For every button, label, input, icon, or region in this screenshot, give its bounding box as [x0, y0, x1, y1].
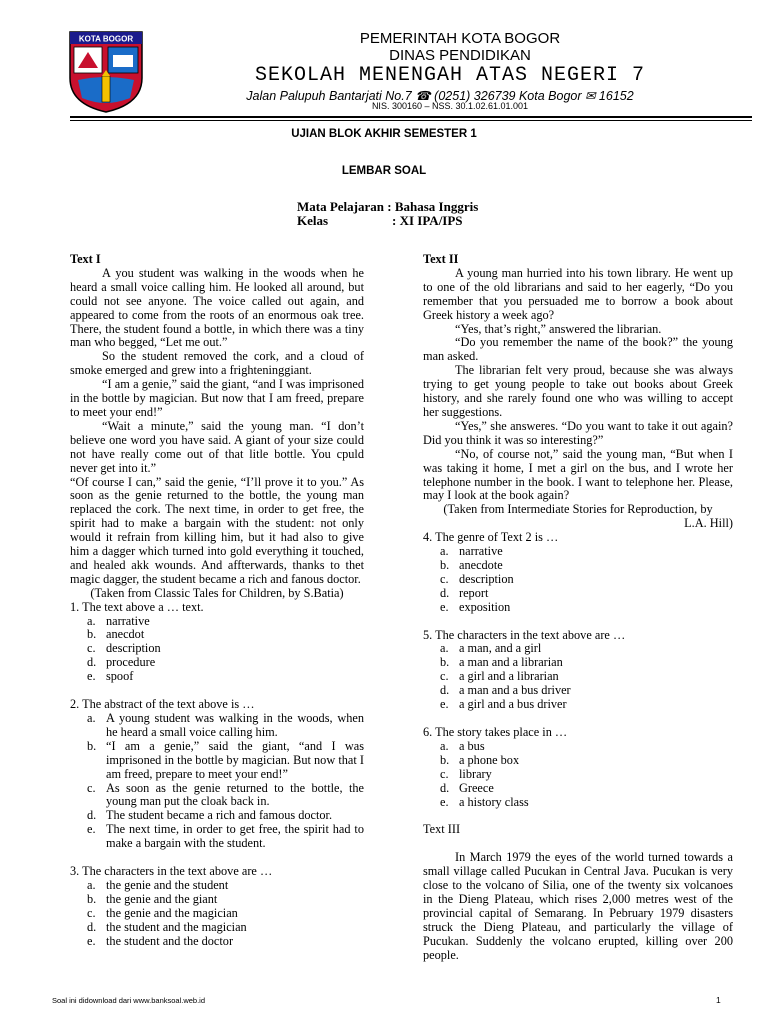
option-letter: d. [87, 655, 97, 670]
text1-title: Text I [70, 252, 101, 266]
option-text: description [106, 641, 161, 656]
question-6 [423, 726, 733, 809]
answer-option [423, 698, 733, 712]
option-text: the genie and the giant [106, 891, 218, 906]
question-stem: 3. The characters in the text above are … [70, 864, 273, 879]
option-letter: c. [87, 905, 96, 920]
option-letter: e. [87, 822, 96, 837]
answer-option [70, 656, 364, 670]
answer-option [423, 587, 733, 601]
option-letter: e. [440, 697, 449, 712]
answer-option [423, 768, 733, 782]
subject-line: Mata Pelajaran : Bahasa Inggris [297, 199, 479, 214]
answer-option [70, 628, 364, 642]
option-letter: e. [440, 794, 449, 809]
text2-paragraph: “Do you remember the name of the book?” the young man asked. [423, 335, 733, 364]
option-letter: a. [87, 613, 96, 628]
answer-option [423, 740, 733, 754]
option-text: The student became a rich and famous doctor. [106, 808, 333, 823]
answer-option [70, 740, 364, 782]
answer-option [70, 782, 364, 810]
option-text: a man and a bus driver [459, 683, 571, 698]
answer-option [423, 559, 733, 573]
question-2 [70, 698, 364, 851]
page-number: 1 [716, 995, 721, 1005]
text1-paragraph: “I am a genie,” said the giant, “and I was imprisoned in the bottle by magician. But now that I am freed, prepare to meet your end!” [70, 377, 364, 419]
text2-source: (Taken from Intermediate Stories for Reproduction, by [443, 502, 713, 517]
option-text: the genie and the student [106, 877, 229, 892]
school-name: SEKOLAH MENENGAH ATAS NEGERI 7 [254, 64, 646, 87]
answer-option [70, 893, 364, 907]
text1-paragraph: So the student removed the cork, and a cloud of smoke emerged and grew into a frighteninggiant. [70, 349, 364, 378]
option-text: a bus [459, 738, 485, 753]
option-letter: e. [440, 599, 449, 614]
answer-option [70, 809, 364, 823]
option-text: the student and the magician [106, 919, 247, 934]
question-stem: 6. The story takes place in … [423, 725, 568, 739]
text2-paragraph: “Yes, that’s right,” answered the librarian. [455, 321, 662, 336]
answer-option [423, 796, 733, 810]
answer-option [423, 656, 733, 670]
option-letter: d. [440, 780, 450, 795]
question-stem: 1. The text above a … text. [70, 599, 204, 614]
class-line [297, 213, 463, 229]
answer-option [423, 754, 733, 768]
option-text: report [459, 585, 489, 600]
text1-paragraph: “Of course I can,” said the genie, “I’ll prove it to you.” As soon as the genie returned to the bottle, the young man replaced the cork. The next time, in order to get free, the spirit had to make a bargain with the student: not only would it refrain from killing him, but it had also to give him a dagger which turned into gold everything it touched, and healed akk wounds. And affterwards, thanks to thet magic dagger, the student became a rich and fanous doctor. [70, 474, 364, 586]
class-value: : XI IPA/IPS [392, 213, 463, 228]
option-text: the student and the doctor [106, 933, 234, 948]
text3-title: Text III [423, 822, 461, 837]
letterhead [0, 0, 768, 125]
option-letter: b. [87, 738, 97, 753]
text3-paragraph: In March 1979 the eyes of the world turned towards a small village called Pucukan in Central Java. Pucukan is very close to the volcano of Silia, one of the twenty six volcanoes in the Dieng Plateau, which rises 2,000 metres west of the provincial capital of Semarang. In Pebruary 1979 disasters struck the Dieng Plateau, and particularly the village of Pucukan. Suddenly the volcano erupted, killing over 200 people. [423, 850, 733, 962]
answer-option [70, 642, 364, 656]
option-letter: a. [440, 738, 449, 753]
option-text: narrative [106, 613, 150, 628]
text2-paragraph: “Yes,” she answeres. “Do you want to take it out again? Did you think it was so interesting?” [423, 418, 733, 447]
answer-option [423, 684, 733, 698]
school-nis: NIS. 300160 – NSS. 30.1.02.61.01.001 [371, 101, 529, 111]
answer-option [70, 879, 364, 893]
answer-option [70, 615, 364, 629]
option-letter: b. [440, 655, 450, 670]
option-text: a phone box [459, 752, 520, 767]
answer-option [70, 935, 364, 949]
left-column [70, 253, 364, 949]
question-1 [70, 601, 364, 684]
option-text: description [459, 571, 514, 586]
option-letter: c. [440, 766, 449, 781]
option-text: a man, and a girl [459, 641, 542, 656]
text2-title: Text II [423, 252, 459, 266]
option-letter: e. [87, 669, 96, 684]
answer-option [423, 782, 733, 796]
kota-bogor-emblem-icon [68, 30, 144, 114]
option-text: the genie and the magician [106, 905, 238, 920]
option-letter: d. [440, 585, 450, 600]
government-name: PEMERINTAH KOTA BOGOR [359, 30, 561, 47]
option-text: procedure [106, 655, 156, 670]
answer-option [423, 545, 733, 559]
spacer [423, 809, 733, 823]
answer-option [423, 573, 733, 587]
option-letter: a. [440, 641, 449, 656]
option-text: exposition [459, 599, 511, 614]
option-letter: d. [440, 683, 450, 698]
option-letter: d. [87, 808, 97, 823]
option-letter: b. [440, 557, 450, 572]
school-address: Jalan Palupuh Bantarjati No.7 ☎ (0251) 326739 Kota Bogor ✉ 16152 [246, 89, 634, 103]
option-text: A young student was walking in the woods, when he heard a small voice calling him. [106, 711, 364, 739]
answer-option [423, 670, 733, 684]
option-text: “I am a genie,” said the giant, “and I was imprisoned in the bottle by magician. But now that I am freed, prepare to meet your end!” [106, 738, 364, 781]
option-letter: c. [87, 641, 96, 656]
text2-paragraph: “No, of course not,” said the young man, “But when I was taking it home, I met a girl on the bus, and I wrote her telephone number in the book. I want to telephone her. Please, may I look at the book again? [423, 446, 733, 503]
question-stem: 4. The genre of Text 2 is … [423, 530, 559, 545]
question-stem: 2. The abstract of the text above is … [70, 697, 255, 712]
option-letter: d. [87, 919, 97, 934]
option-text: a girl and a bus driver [459, 697, 567, 712]
logo-text: KOTA BOGOR [78, 34, 134, 44]
answer-option [70, 823, 364, 851]
answer-option [70, 921, 364, 935]
answer-option [70, 712, 364, 740]
question-stem: 5. The characters in the text above are … [423, 627, 626, 642]
option-text: The next time, in order to get free, the spirit had to make a bargain with the student. [106, 822, 364, 851]
option-text: anecdote [459, 557, 503, 572]
option-letter: e. [87, 933, 96, 948]
answer-option [423, 642, 733, 656]
option-letter: b. [440, 752, 450, 767]
text1-paragraph: “Wait a minute,” said the young man. “I don’t believe one word you have said. A giant of your size could not have really come out of that litle bottle. You cpuld never get into it.” [70, 418, 364, 475]
answer-option [423, 601, 733, 615]
class-label: Kelas [297, 213, 329, 228]
text2-source-author: L.A. Hill) [684, 516, 733, 531]
text1-source: (Taken from Classic Tales for Children, by S.Batia) [90, 585, 344, 600]
option-text: Greece [459, 780, 494, 795]
exam-title: UJIAN BLOK AKHIR SEMESTER 1 [291, 128, 477, 140]
question-3 [70, 865, 364, 948]
option-text: As soon as the genie returned to the bottle, the young man put the cloak back in. [106, 780, 364, 809]
option-letter: c. [440, 669, 449, 684]
option-text: a history class [459, 794, 529, 809]
spacer [423, 837, 733, 851]
option-text: spoof [106, 669, 134, 684]
right-column [423, 253, 733, 963]
sheet-title: LEMBAR SOAL [341, 165, 427, 177]
department-name: DINAS PENDIDIKAN [389, 47, 531, 64]
answer-option [70, 670, 364, 684]
answer-option [70, 907, 364, 921]
text1-paragraph: A you student was walking in the woods when he heard a small voice calling him. He looked all around, but could not see anyone. The voice called out again, and appeared to come from the roots of an enormous oak tree. There, the student found a bottle, in which there was a tiny man who begged, “Let me out.” [70, 265, 364, 350]
question-5 [423, 629, 733, 712]
text2-paragraph: The librarian felt very proud, because she was always trying to get young people to take out books about Greek history, and she rarely found one who was willing to accept her suggestions. [423, 363, 733, 419]
option-letter: c. [87, 780, 96, 795]
option-letter: b. [87, 891, 97, 906]
option-text: library [459, 766, 492, 781]
footer-source: Soal ini didownload dari www.banksoal.web.id [52, 996, 206, 1005]
option-text: narrative [459, 544, 503, 559]
option-letter: b. [87, 627, 97, 642]
header-divider-thick [70, 116, 752, 118]
option-letter: a. [87, 711, 96, 725]
question-4 [423, 531, 733, 614]
header-divider-thin [70, 120, 752, 121]
option-letter: a. [87, 877, 96, 892]
option-letter: c. [440, 571, 449, 586]
option-text: a man and a librarian [459, 655, 563, 670]
text2-paragraph: A young man hurried into his town library. He went up to one of the old librarians and said to her eagerly, “Do you remember that you persuaded me to borrow a book about Greek history a week ago? [423, 265, 733, 322]
option-letter: a. [440, 544, 449, 559]
option-text: anecdot [106, 627, 145, 642]
option-text: a girl and a librarian [459, 669, 559, 684]
